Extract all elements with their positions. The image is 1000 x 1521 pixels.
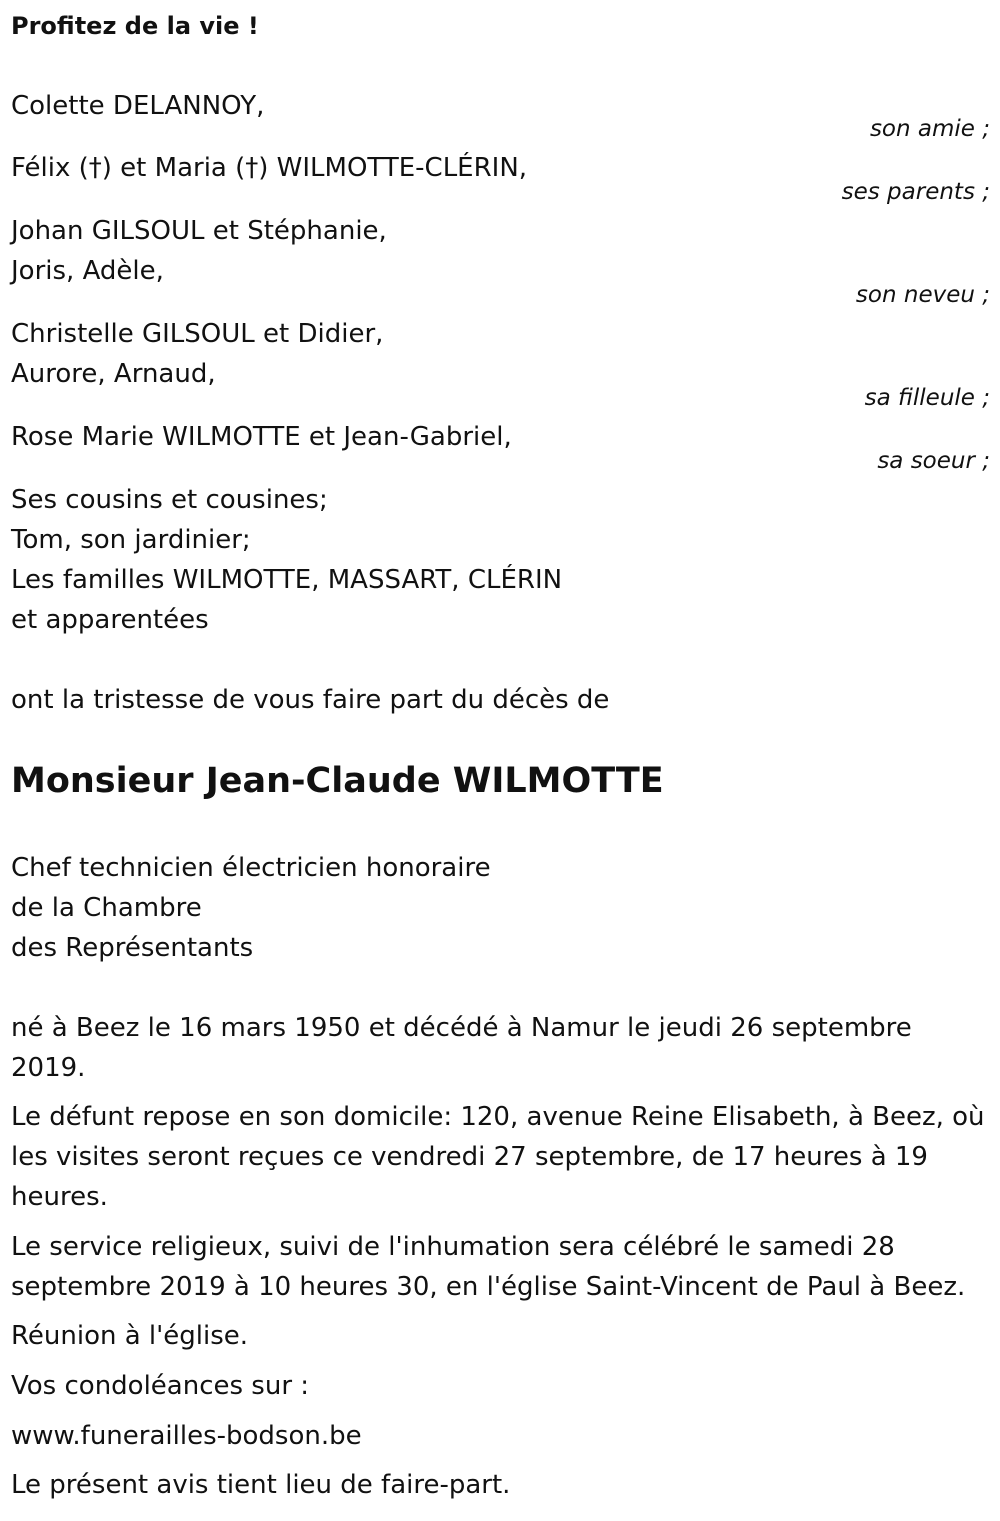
visitation-line: heures.: [11, 1182, 108, 1212]
family-relation: son amie ;: [869, 116, 990, 142]
visitation-line: Le défunt repose en son domicile: 120, avenue Reine Elisabeth, à Beez, où: [11, 1102, 985, 1132]
others-line: Ses cousins et cousines;: [11, 485, 328, 515]
birth-death-line: né à Beez le 16 mars 1950 et décédé à Namur le jeudi 26 septembre: [11, 1013, 912, 1043]
others-line: et apparentées: [11, 605, 209, 635]
family-relation: son neveu ;: [855, 282, 990, 308]
family-relation: ses parents ;: [841, 179, 990, 205]
announcement-text: ont la tristesse de vous faire part du décès de: [11, 685, 610, 715]
title-line: de la Chambre: [11, 893, 202, 923]
family-name-line: Colette DELANNOY,: [11, 91, 265, 121]
family-name-line: Félix (†) et Maria (†) WILMOTTE-CLÉRIN,: [11, 153, 528, 183]
family-name-line: Christelle GILSOUL et Didier,: [11, 319, 384, 349]
meeting-text: Réunion à l'église.: [11, 1321, 249, 1351]
website-link[interactable]: www.funerailles-bodson.be: [11, 1421, 362, 1451]
others-line: Les familles WILMOTTE, MASSART, CLÉRIN: [11, 565, 563, 595]
notice-text: Le présent avis tient lieu de faire-part.: [11, 1470, 511, 1500]
service-line: Le service religieux, suivi de l'inhumation sera célébré le samedi 28: [11, 1232, 895, 1262]
deceased-name: Monsieur Jean-Claude WILMOTTE: [11, 761, 664, 801]
family-name-line: Johan GILSOUL et Stéphanie,: [11, 216, 387, 246]
others-line: Tom, son jardinier;: [11, 525, 251, 555]
motto-heading: Profitez de la vie !: [11, 12, 259, 40]
service-line: septembre 2019 à 10 heures 30, en l'église Saint-Vincent de Paul à Beez.: [11, 1272, 966, 1302]
visitation-line: les visites seront reçues ce vendredi 27 septembre, de 17 heures à 19: [11, 1142, 928, 1172]
condolences-label: Vos condoléances sur :: [11, 1371, 310, 1401]
title-line: Chef technicien électricien honoraire: [11, 853, 491, 883]
family-relation: sa soeur ;: [877, 448, 990, 474]
family-relation: sa filleule ;: [864, 385, 990, 411]
birth-death-line: 2019.: [11, 1053, 86, 1083]
family-name-line: Aurore, Arnaud,: [11, 359, 216, 389]
family-name-line: Joris, Adèle,: [11, 256, 164, 286]
title-line: des Représentants: [11, 933, 254, 963]
family-name-line: Rose Marie WILMOTTE et Jean-Gabriel,: [11, 422, 512, 452]
